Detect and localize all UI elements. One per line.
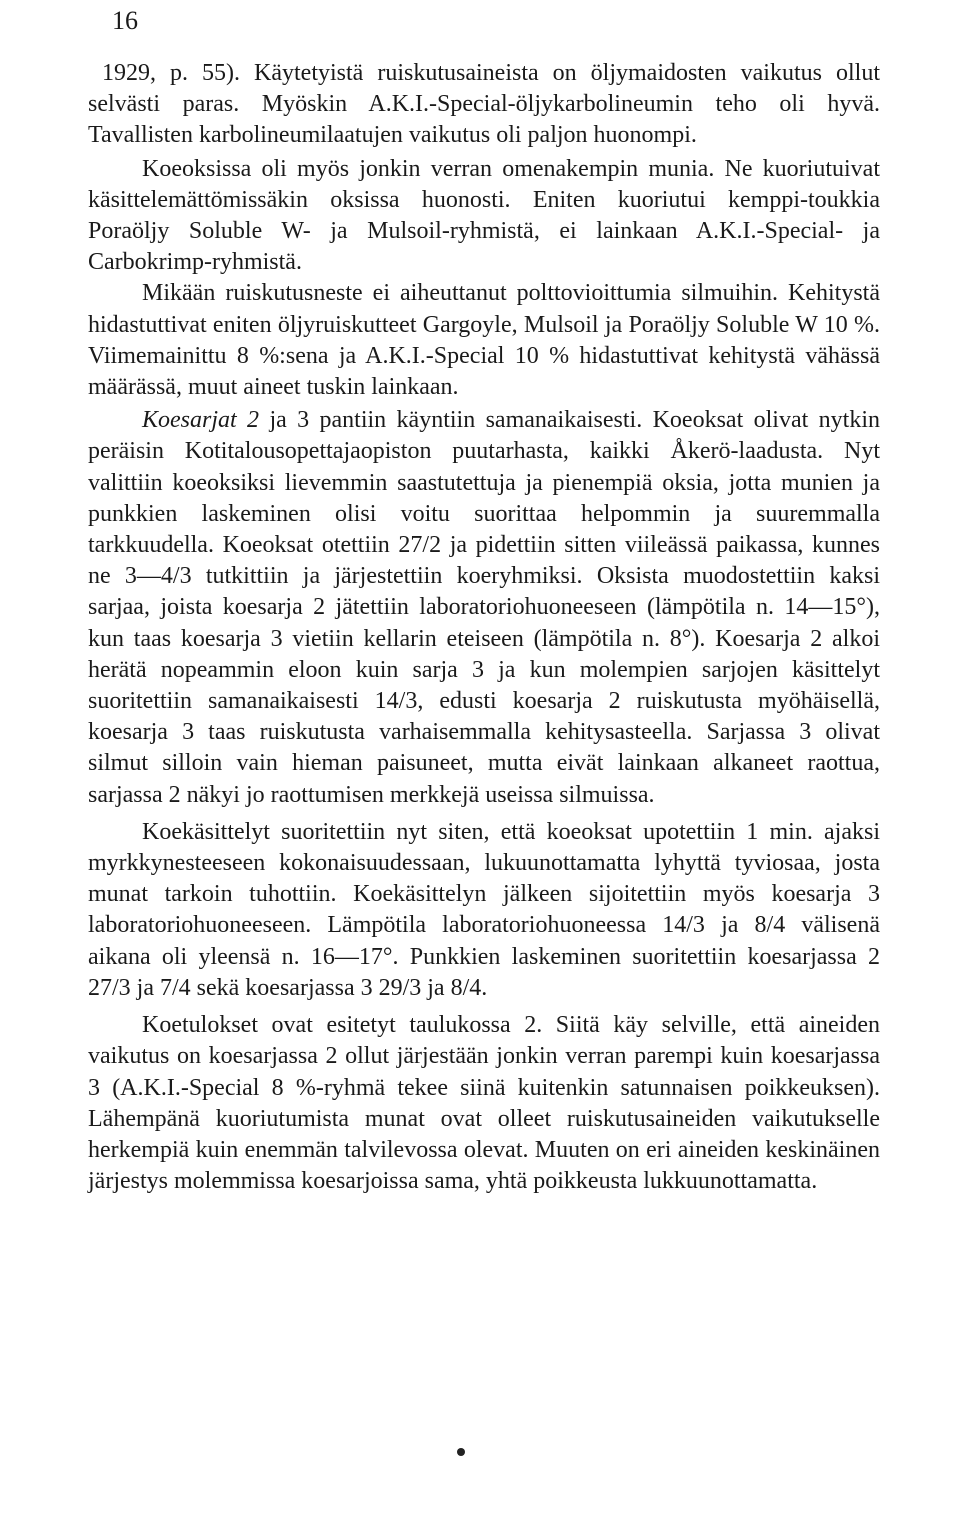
paragraph-2: Koeoksissa oli myös jonkin verran omenakempin munia. Ne kuoriutuivat käsittelemättömissäkin oksissa huonosti. Eniten kuoriutui kemppi-toukkia Poraöljy Soluble W- ja Mulsoil-ryhmistä, ei lainkaan A.K.I.-Special- ja Carbokrimp-ryhmistä.: [88, 155, 880, 276]
paragraph-5: Koekäsittelyt suoritettiin nyt siten, että koeoksat upotettiin 1 min. ajaksi myrkkynesteeseen kokonaisuudessaan, lukuunottamatta lyhyttä tyviosaa, josta munat tarkoin tuhottiin. Koekäsittelyn jälkeen sijoitettiin myös koesarja 3 laboratoriohuoneeseen. Lämpötila laboratoriohuoneessa 14/3 ja 8/4 välisenä aikana oli yleensä n. 16—17°. Punkkien laskeminen suoritettiin koesarjassa 2 27/3 ja 7/4 sekä koesarjassa 3 29/3 ja 8/4.: [88, 818, 880, 1001]
paragraph-3: Mikään ruiskutusneste ei aiheuttanut polttovioittumia silmuihin. Kehitystä hidastuttivat eniten öljyruiskutteet Gargoyle, Mulsoil ja Poraöljy Soluble W 10 %. Viimemainittu 8 %:sena ja A.K.I.-Special 10 % hidastuttivat kehitystä vähässä määrässä, muut aineet tuskin lainkaan.: [88, 280, 880, 401]
paragraph-6: Koetulokset ovat esitetyt taulukossa 2. Siitä käy selville, että aineiden vaikutus on koesarjassa 2 ollut järjestään jonkin verran parempi kuin koesarjassa 3 (A.K.I.-Special 8 %-ryhmä tekee siinä kuitenkin satunnaisen poikkeuksen). Lähempänä kuoriutumista munat ovat olleet ruiskutusaineiden vaikutukselle herkempiä kuin enemmän talvilevossa olevat. Muuten on eri aineiden keskinäinen järjestys molemmissa koesarjoissa sama, yhtä poikkeusta lukkuunottamatta.: [88, 1012, 880, 1195]
body-text: [88, 58, 880, 1197]
paragraph-4: [88, 405, 880, 811]
page-number: 16: [112, 6, 138, 35]
paragraph-1: 1929, p. 55). Käytetyistä ruiskutusaineista on öljymaidosten vaikutus ollut selvästi paras. Myöskin A.K.I.-Special-öljykarbolineumin teho oli hyvä. Tavallisten karbolineumilaatujen vaikutus oli paljon huonompi.: [88, 60, 880, 149]
paragraph-4-text: ja 3 pantiin käyntiin samanaikaisesti. Koeoksat olivat nytkin peräisin Kotitalousopettajaopiston puutarhasta, kaikki Åkerö-laadusta. Nyt valittiin koeoksiksi lievemmin saastutettuja ja pienempiä oksia, jotta munien ja punkkien laskeminen olisi voitu suorittaa helpommin ja suuremmalla tarkkuudella. Koeoksat otettiin 27/2 ja pidettiin sitten viileässä paikassa, kunnes ne 3—4/3 tutkittiin ja järjestettiin koeryhmiksi. Oksista muodostettiin kaksi sarjaa, joista koesarja 2 jätettiin laboratoriohuoneeseen (lämpötila n. 14—15°), kun taas koesarja 3 vietiin kellarin eteiseen (lämpötila n. 8°). Koesarja 2 alkoi herätä nopeammin eloon kuin sarja 3 ja kun molempien sarjojen käsittelyt suoritettiin samanaikaisesti 14/3, edusti koesarja 2 ruiskutusta myöhäisellä, koesarja 3 taas ruiskutusta varhaisemmalla kehitysasteella. Sarjassa 3 olivat silmut silloin vain hieman paisuneet, mutta eivät lainkaan alkaneet raottua, sarjassa 2 näkyi jo raottumisen merkkejä useissa silmuissa.: [88, 407, 880, 808]
ink-dot: [457, 1448, 465, 1456]
paragraph-4-italic-lead: Koesarjat 2: [142, 407, 260, 434]
